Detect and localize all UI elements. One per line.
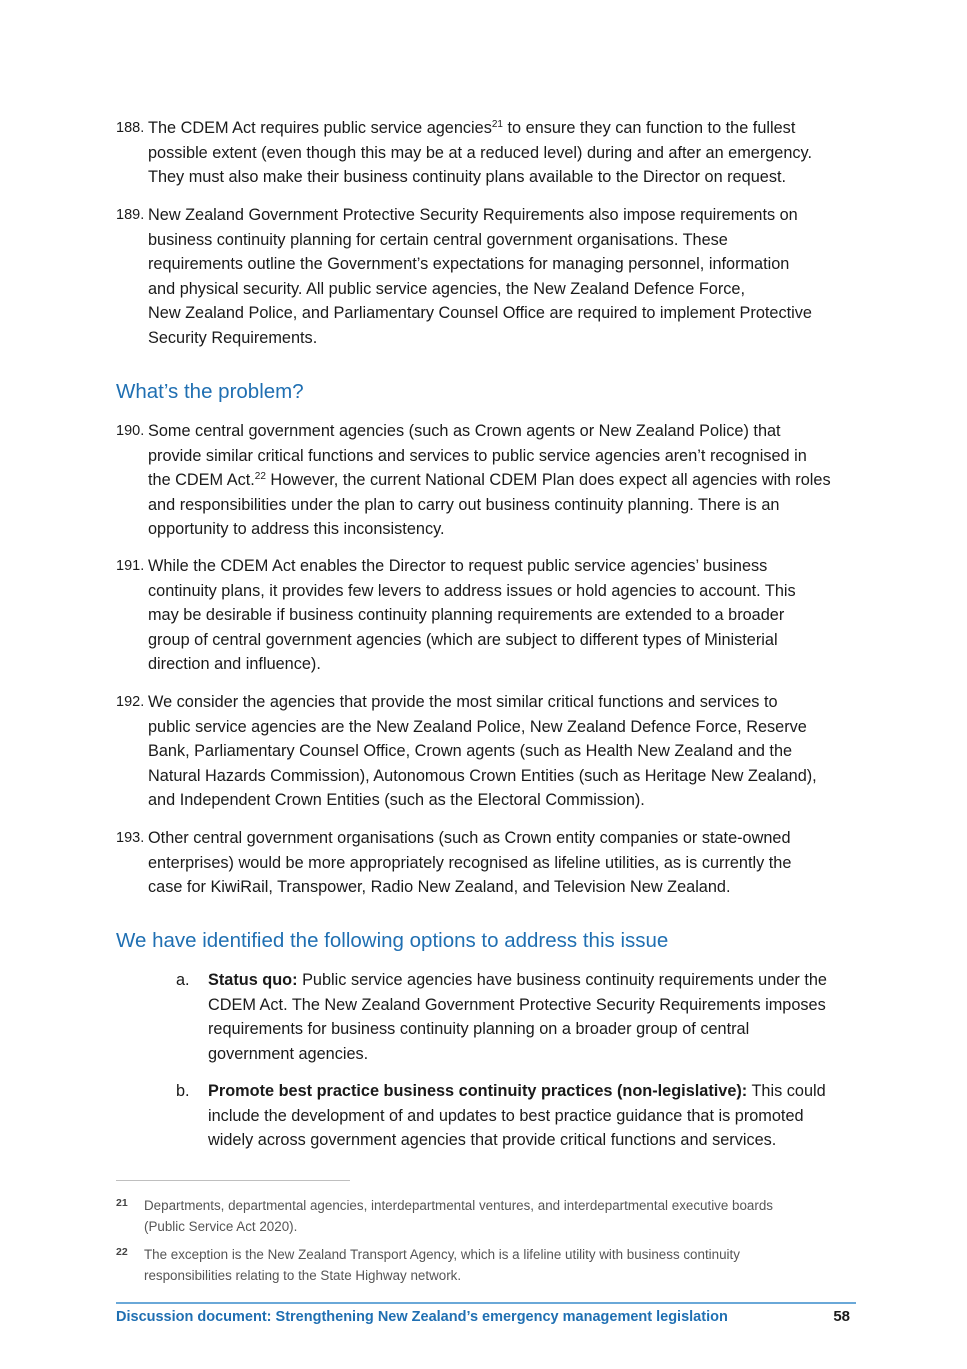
footnote-number: 21: [116, 1197, 128, 1209]
paragraph-line: Natural Hazards Commission), Autonomous Crown Entities (such as Heritage New Zealand),: [148, 766, 817, 785]
option-title: Status quo:: [208, 971, 298, 989]
footnote-line: The exception is the New Zealand Transport Agency, which is a lifeline utility with business continuity: [144, 1247, 740, 1262]
footnote-text: [144, 1244, 856, 1286]
option-text: Status quo: Public service agencies have business continuity requirements under the CDEM Act. The New Zealand Government Protective Security Requirements imposes requirements for business continuity planning on a broader group of central government agencies.: [208, 968, 856, 1066]
footnote-22: [116, 1244, 856, 1286]
paragraph-line: enterprises) would be more appropriately recognised as lifeline utilities, as is currently the: [148, 853, 792, 872]
option-b: [176, 1079, 856, 1153]
footnote-line: Departments, departmental agencies, interdepartmental ventures, and interdepartmental executive boards: [144, 1198, 773, 1213]
paragraph-line: While the CDEM Act enables the Director to request public service agencies’ business: [148, 557, 768, 575]
paragraph-number: 191.: [116, 558, 145, 574]
paragraph-number: 189.: [116, 207, 145, 223]
footer-divider: [116, 1302, 856, 1304]
option-line: include the development of and updates to best practice guidance that is promoted: [208, 1106, 804, 1125]
paragraph-190: [116, 419, 856, 542]
section-heading-options: We have identified the following options to address this issue: [116, 929, 669, 952]
section-heading-problem: What’s the problem?: [116, 380, 304, 403]
footnote-ref-21[interactable]: 21: [491, 119, 503, 130]
paragraph-line: may be desirable if business continuity planning requirements are extended to a broader: [148, 606, 785, 624]
paragraph-line: and responsibilities under the plan to carry out business continuity planning. There is an: [148, 495, 780, 514]
paragraph-line: and physical security. All public service agencies, the New Zealand Defence Force,: [148, 279, 745, 298]
footnote-line: responsibilities relating to the State Highway network.: [144, 1268, 462, 1283]
paragraph-line: They must also make their business continuity plans available to the Director on request.: [148, 168, 787, 186]
page-number: 58: [833, 1308, 850, 1325]
footnote-divider: [116, 1180, 350, 1181]
paragraph-line: case for KiwiRail, Transpower, Radio New Zealand, and Television New Zealand.: [148, 878, 731, 896]
paragraph-line: requirements outline the Government’s expectations for managing personnel, information: [148, 255, 790, 273]
footer-document-title: Discussion document: Strengthening New Zealand’s emergency management legislation: [116, 1309, 728, 1325]
option-line: government agencies.: [208, 1044, 369, 1063]
paragraph-188: [116, 116, 856, 190]
paragraph-191: [116, 554, 856, 677]
option-a: [176, 968, 856, 1066]
paragraph-line: and Independent Crown Entities (such as the Electoral Commission).: [148, 791, 645, 809]
paragraph-line: Security Requirements.: [148, 328, 318, 347]
option-line: CDEM Act. The New Zealand Government Protective Security Requirements imposes: [208, 995, 826, 1014]
paragraph-text: [148, 690, 856, 813]
paragraph-line: The CDEM Act requires public service agencies: [148, 119, 492, 137]
paragraph-line: possible extent (even though this may be at a reduced level) during and after an emergency.: [148, 143, 813, 162]
paragraph-number: 193.: [116, 830, 145, 846]
footnote-text: [144, 1195, 856, 1237]
option-line: widely across government agencies that provide critical functions and services.: [208, 1131, 777, 1149]
paragraph-text: The CDEM Act requires public service agencies$^{21}$ to ensure they can function to the fullest possible extent (even though this may be at a reduced level) during and after an emergency. They must also make their business continuity plans available to the Director on request.: [148, 116, 856, 190]
paragraph-line: We consider the agencies that provide the most similar critical functions and services to: [148, 693, 778, 711]
paragraph-189: [116, 203, 856, 350]
paragraph-line: group of central government agencies (which are subject to different types of Ministerial: [148, 630, 778, 649]
paragraph-text: [148, 826, 856, 900]
paragraph-number: 192.: [116, 694, 145, 710]
paragraph-line: direction and influence).: [148, 655, 321, 673]
paragraph-line: Other central government organisations (such as Crown entity companies or state-owned: [148, 829, 791, 847]
paragraph-line: New Zealand Government Protective Security Requirements also impose requirements on: [148, 206, 798, 224]
paragraph-line: provide similar critical functions and services to public service agencies aren’t recognised in: [148, 446, 807, 465]
paragraph-193: [116, 826, 856, 900]
paragraph-line: Bank, Parliamentary Counsel Office, Crown agents (such as Health New Zealand and the: [148, 742, 793, 760]
footnote-number: 22: [116, 1246, 128, 1258]
paragraph-text: [148, 203, 856, 350]
footnote-line: (Public Service Act 2020).: [144, 1219, 298, 1234]
paragraph-text: [148, 554, 856, 677]
option-title: Promote best practice business continuity practices (non-legislative):: [208, 1082, 748, 1100]
paragraph-line: opportunity to address this inconsistency.: [148, 520, 445, 538]
option-letter: a.: [176, 971, 190, 989]
paragraph-line: continuity plans, it provides few levers to address issues or hold agencies to account. This: [148, 581, 796, 600]
paragraph-line: New Zealand Police, and Parliamentary Counsel Office are required to implement Protective: [148, 304, 812, 322]
paragraph-line: Some central government agencies (such as Crown agents or New Zealand Police) that: [148, 422, 781, 440]
paragraph-line: public service agencies are the New Zealand Police, New Zealand Defence Force, Reserve: [148, 717, 807, 736]
option-line: requirements for business continuity planning on a broader group of central: [208, 1020, 750, 1038]
paragraph-number: 188.: [116, 120, 145, 136]
paragraph-192: [116, 690, 856, 813]
paragraph-line: the CDEM Act.: [148, 471, 255, 489]
paragraph-text: Some central government agencies (such as Crown agents or New Zealand Police) that provide similar critical functions and services to public service agencies aren’t recognised in the CDEM Act.$^{22}$ However, the current National CDEM Plan does expect all agencies with roles and responsibilities under the plan to carry out business continuity planning. There is an opportunity to address this inconsistency.: [148, 419, 856, 542]
footnote-21: [116, 1195, 856, 1237]
option-text: Promote best practice business continuity practices (non-legislative): This could include the development of and updates to best practice guidance that is promoted widely across government agencies that provide critical functions and services.: [208, 1079, 856, 1153]
paragraph-number: 190.: [116, 423, 145, 439]
footnote-ref-22[interactable]: 22: [254, 471, 266, 482]
option-letter: b.: [176, 1082, 190, 1100]
paragraph-line: business continuity planning for certain central government organisations. These: [148, 230, 728, 249]
